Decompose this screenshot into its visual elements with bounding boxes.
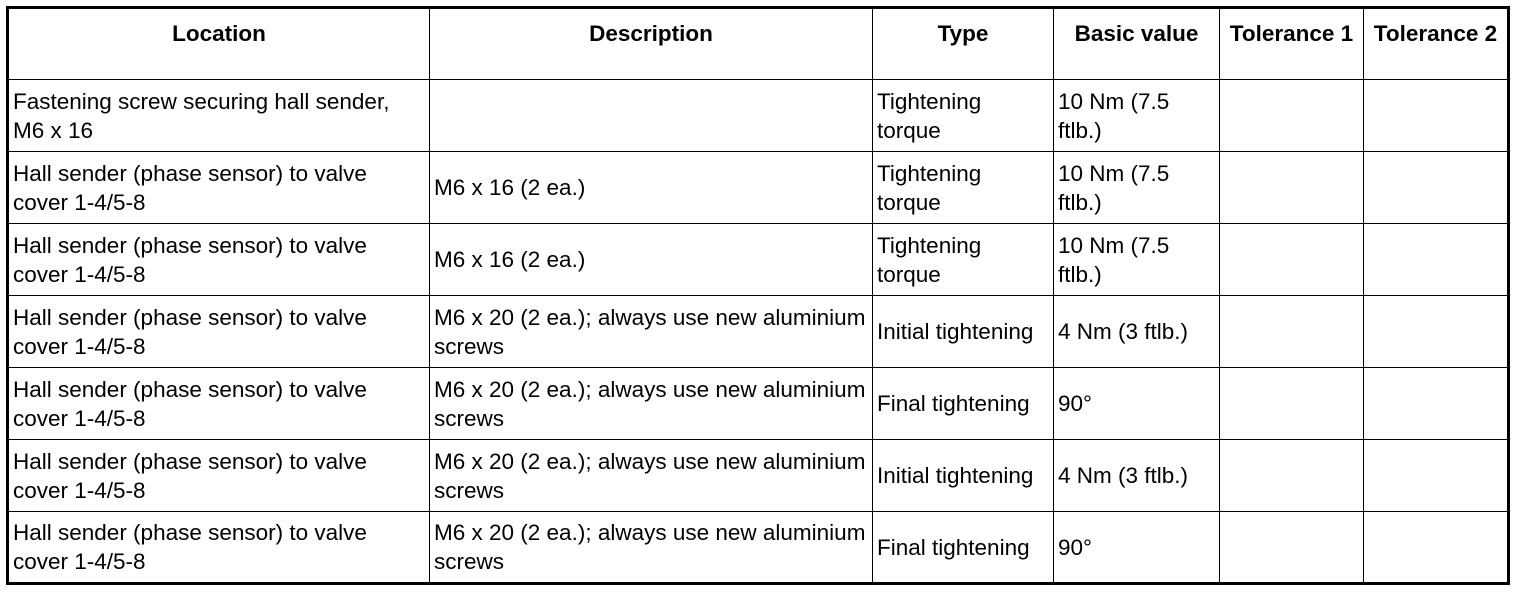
cell-location: Fastening screw securing hall sender, M6 x 16 — [8, 80, 430, 152]
cell-location: Hall sender (phase sensor) to valve cover 1-4/5-8 — [8, 440, 430, 512]
cell-tolerance-2 — [1364, 512, 1509, 584]
cell-location: Hall sender (phase sensor) to valve cover 1-4/5-8 — [8, 296, 430, 368]
header-type: Type — [873, 8, 1054, 80]
header-location: Location — [8, 8, 430, 80]
cell-basic-value: 10 Nm (7.5 ftlb.) — [1054, 152, 1220, 224]
header-tolerance-2: Tolerance 2 — [1364, 8, 1509, 80]
cell-tolerance-2 — [1364, 440, 1509, 512]
table-header-row — [8, 8, 1509, 80]
header-description: Description — [430, 8, 873, 80]
cell-description: M6 x 20 (2 ea.); always use new aluminium screws — [430, 296, 873, 368]
cell-tolerance-1 — [1220, 296, 1364, 368]
cell-tolerance-2 — [1364, 296, 1509, 368]
cell-type: Initial tightening — [873, 296, 1054, 368]
cell-tolerance-1 — [1220, 512, 1364, 584]
cell-tolerance-2 — [1364, 152, 1509, 224]
table-row — [8, 296, 1509, 368]
cell-location: Hall sender (phase sensor) to valve cover 1-4/5-8 — [8, 512, 430, 584]
cell-tolerance-1 — [1220, 152, 1364, 224]
cell-basic-value: 90° — [1054, 368, 1220, 440]
table-row — [8, 80, 1509, 152]
cell-type: Final tightening — [873, 512, 1054, 584]
cell-tolerance-1 — [1220, 440, 1364, 512]
table-row — [8, 512, 1509, 584]
header-basic-value: Basic value — [1054, 8, 1220, 80]
cell-basic-value: 4 Nm (3 ftlb.) — [1054, 440, 1220, 512]
cell-tolerance-1 — [1220, 368, 1364, 440]
cell-location: Hall sender (phase sensor) to valve cover 1-4/5-8 — [8, 224, 430, 296]
specification-table — [6, 6, 1510, 585]
cell-tolerance-1 — [1220, 224, 1364, 296]
cell-type: Tightening torque — [873, 152, 1054, 224]
cell-type: Final tightening — [873, 368, 1054, 440]
cell-description — [430, 80, 873, 152]
cell-location: Hall sender (phase sensor) to valve cover 1-4/5-8 — [8, 152, 430, 224]
table-row — [8, 152, 1509, 224]
cell-tolerance-2 — [1364, 80, 1509, 152]
header-tolerance-1: Tolerance 1 — [1220, 8, 1364, 80]
cell-description: M6 x 20 (2 ea.); always use new aluminium screws — [430, 368, 873, 440]
cell-basic-value: 4 Nm (3 ftlb.) — [1054, 296, 1220, 368]
cell-type: Tightening torque — [873, 224, 1054, 296]
table-row — [8, 368, 1509, 440]
cell-description: M6 x 20 (2 ea.); always use new aluminium screws — [430, 512, 873, 584]
cell-type: Tightening torque — [873, 80, 1054, 152]
cell-type: Initial tightening — [873, 440, 1054, 512]
table-row — [8, 440, 1509, 512]
table-row — [8, 224, 1509, 296]
cell-tolerance-1 — [1220, 80, 1364, 152]
cell-basic-value: 90° — [1054, 512, 1220, 584]
cell-tolerance-2 — [1364, 368, 1509, 440]
cell-tolerance-2 — [1364, 224, 1509, 296]
cell-location: Hall sender (phase sensor) to valve cover 1-4/5-8 — [8, 368, 430, 440]
cell-basic-value: 10 Nm (7.5 ftlb.) — [1054, 80, 1220, 152]
cell-basic-value: 10 Nm (7.5 ftlb.) — [1054, 224, 1220, 296]
cell-description: M6 x 16 (2 ea.) — [430, 224, 873, 296]
cell-description: M6 x 16 (2 ea.) — [430, 152, 873, 224]
cell-description: M6 x 20 (2 ea.); always use new aluminium screws — [430, 440, 873, 512]
